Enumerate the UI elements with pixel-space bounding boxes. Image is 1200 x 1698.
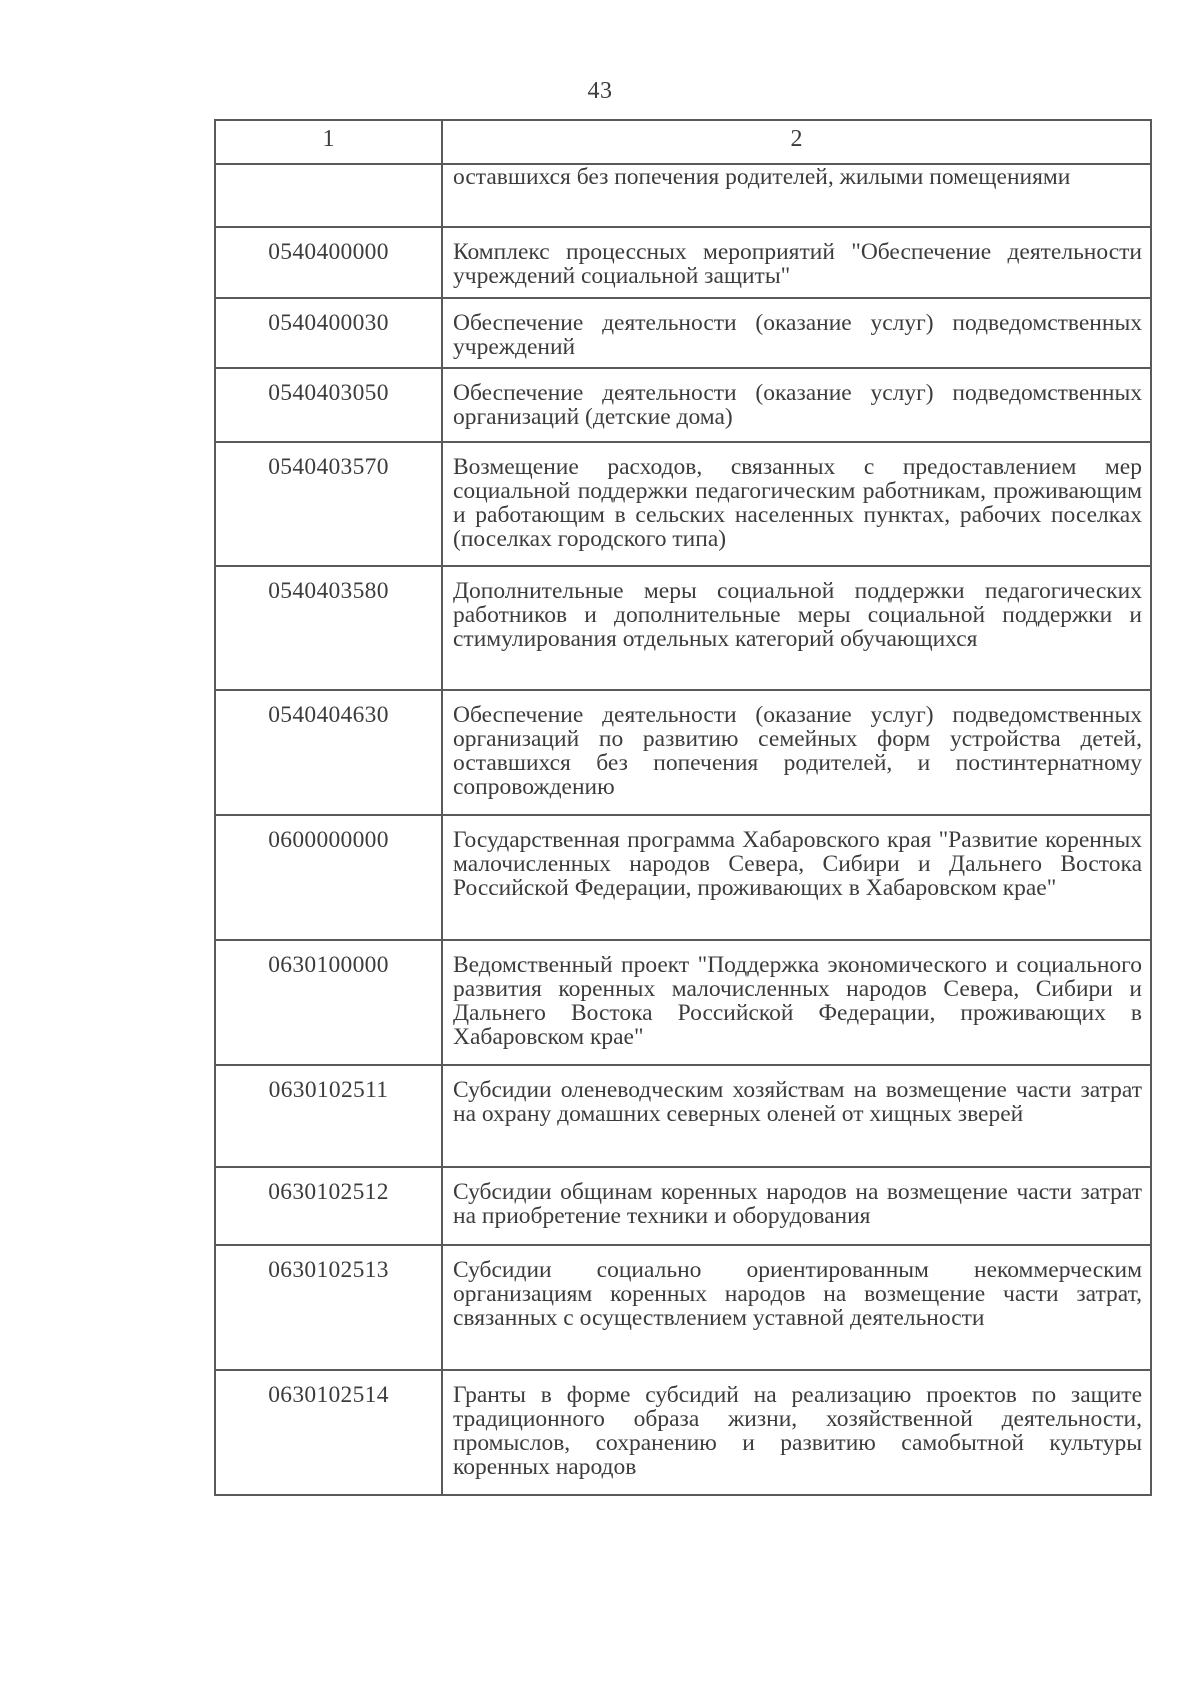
table-row <box>215 815 1151 940</box>
row-description: Субсидии оленеводческим хозяйствам на возмещение части затрат на охрану домашних северных оленей от хищных зверей <box>442 1065 1151 1167</box>
table-row <box>215 1065 1151 1167</box>
table-row <box>215 1167 1151 1245</box>
row-description: Субсидии общинам коренных народов на возмещение части затрат на приобретение техники и оборудования <box>442 1167 1151 1245</box>
row-description: Ведомственный проект "Поддержка экономического и социального развития коренных малочисленных народов Севера, Сибири и Дальнего Востока Российской Федерации, проживающих в Хабаровском крае" <box>442 940 1151 1065</box>
row-description: Гранты в форме субсидий на реализацию проектов по защите традиционного образа жизни, хозяйственной деятельности, промыслов, сохранению и развитию самобытной культуры коренных народов <box>442 1370 1151 1495</box>
page-number: 43 <box>587 78 613 104</box>
row-code: 0630100000 <box>215 940 442 1065</box>
row-description: Дополнительные меры социальной поддержки педагогических работников и дополнительные меры социальной поддержки и стимулирования отдельных категорий обучающихся <box>442 566 1151 690</box>
row-code: 0630102513 <box>215 1245 442 1370</box>
row-code: 0630102512 <box>215 1167 442 1245</box>
row-code: 0630102514 <box>215 1370 442 1495</box>
row-code: 0540403580 <box>215 566 442 690</box>
table-row <box>215 940 1151 1065</box>
row-description: Обеспечение деятельности (оказание услуг) подведомственных организаций по развитию семейных форм устройства детей, оставшихся без попечения родителей, и постинтернатному сопровождению <box>442 690 1151 815</box>
table-row <box>215 1245 1151 1370</box>
row-code: 0540400030 <box>215 298 442 368</box>
row-code <box>215 164 442 227</box>
row-code: 0600000000 <box>215 815 442 940</box>
row-code: 0540403050 <box>215 368 442 442</box>
row-description: оставшихся без попечения родителей, жилыми помещениями <box>442 164 1151 227</box>
table-row <box>215 164 1151 227</box>
row-description: Обеспечение деятельности (оказание услуг) подведомственных организаций (детские дома) <box>442 368 1151 442</box>
row-description: Обеспечение деятельности (оказание услуг) подведомственных учреждений <box>442 298 1151 368</box>
row-description: Возмещение расходов, связанных с предоставлением мер социальной поддержки педагогическим работникам, проживающим и работающим в сельских населенных пунктах, рабочих поселках (поселках городского типа) <box>442 442 1151 566</box>
row-description: Государственная программа Хабаровского края "Развитие коренных малочисленных народов Севера, Сибири и Дальнего Востока Российской Федерации, проживающих в Хабаровском крае" <box>442 815 1151 940</box>
column-header-2: 2 <box>442 120 1151 164</box>
row-description: Комплекс процессных мероприятий "Обеспечение деятельности учреждений социальной защиты" <box>442 227 1151 298</box>
row-code: 0540403570 <box>215 442 442 566</box>
table-row <box>215 227 1151 298</box>
table-row <box>215 1370 1151 1495</box>
row-code: 0540404630 <box>215 690 442 815</box>
row-description: Субсидии социально ориентированным некоммерческим организациям коренных народов на возмещение части затрат, связанных с осуществлением уставной деятельности <box>442 1245 1151 1370</box>
table-row <box>215 442 1151 566</box>
table-row <box>215 368 1151 442</box>
table-header-row <box>215 120 1151 164</box>
row-code: 0630102511 <box>215 1065 442 1167</box>
row-code: 0540400000 <box>215 227 442 298</box>
budget-classification-table <box>214 119 1152 1496</box>
table-row <box>215 298 1151 368</box>
column-header-1: 1 <box>215 120 442 164</box>
table-row <box>215 566 1151 690</box>
table-row <box>215 690 1151 815</box>
